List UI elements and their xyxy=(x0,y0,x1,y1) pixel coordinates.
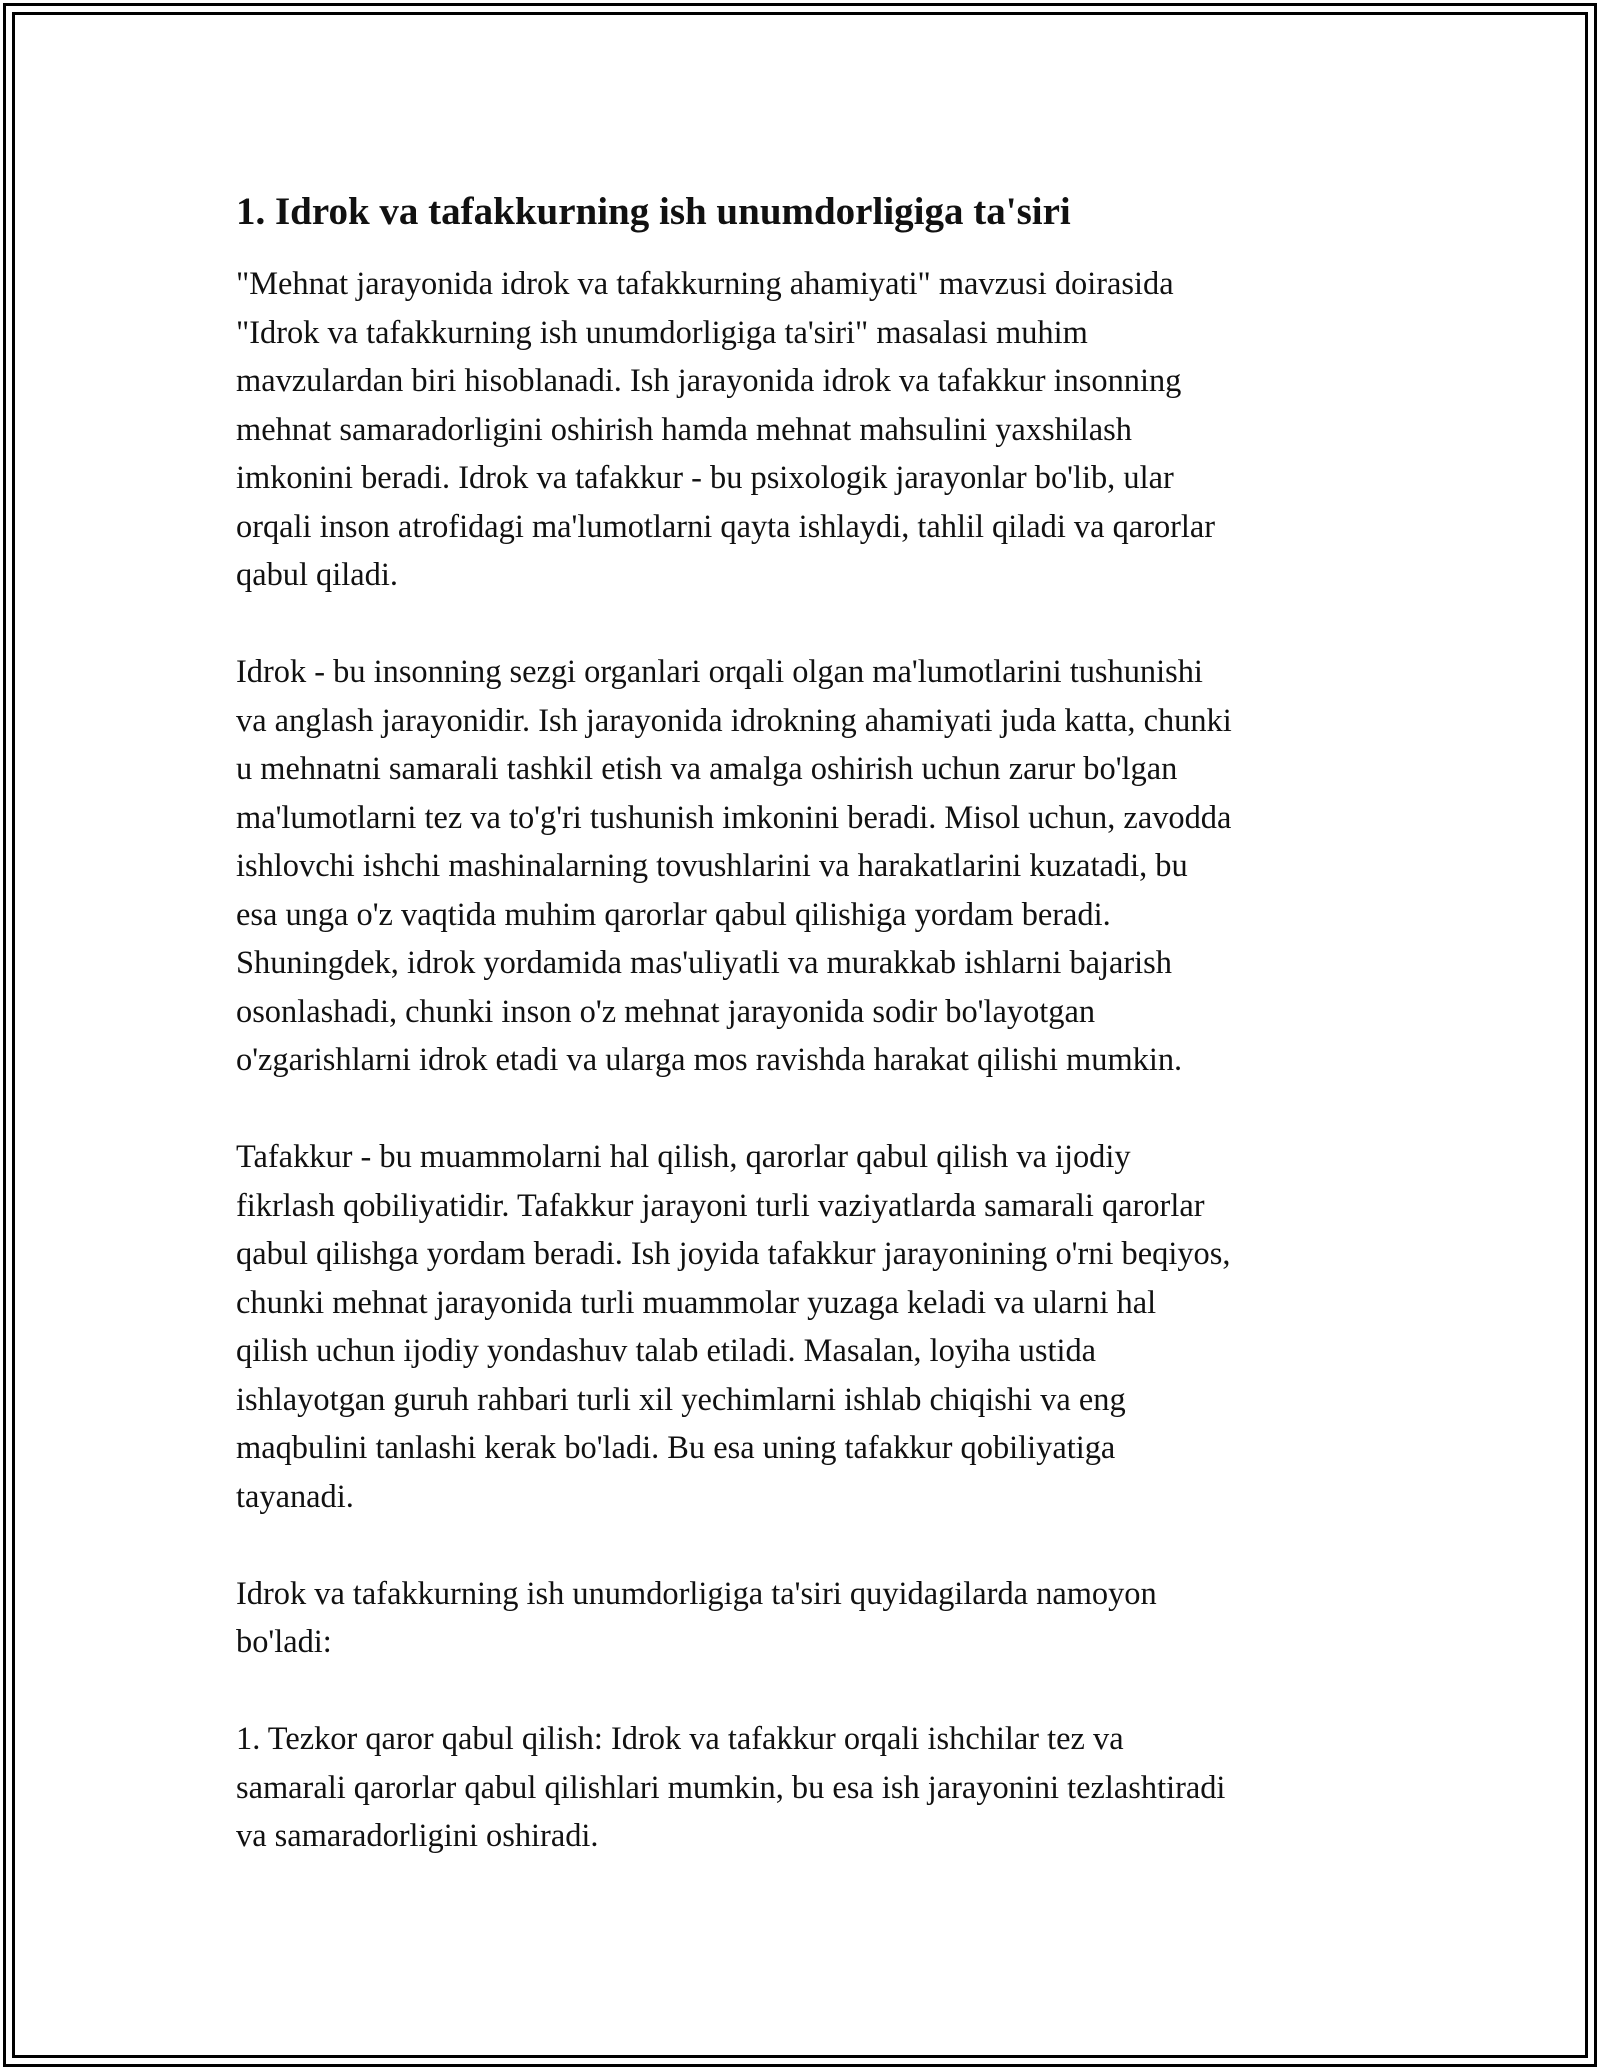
text-line: "Mehnat jarayonida idrok va tafakkurning ahamiyati" mavzusi doirasida xyxy=(236,266,1174,302)
text-line: bo'ladi: xyxy=(236,1624,332,1660)
document-body xyxy=(236,186,1376,1909)
text-line: u mehnatni samarali tashkil etish va amalga oshirish uchun zarur bo'lgan xyxy=(236,751,1178,787)
text-line: va samaradorligini oshiradi. xyxy=(236,1818,599,1854)
paragraph-tafakkur xyxy=(236,1133,1376,1521)
text-line: maqbulini tanlashi kerak bo'ladi. Bu esa uning tafakkur qobiliyatiga xyxy=(236,1430,1116,1466)
text-line: tayanadi. xyxy=(236,1478,354,1515)
text-line: Idrok va tafakkurning ish unumdorligiga ta'siri quyidagilarda namoyon xyxy=(236,1575,1157,1612)
text-line: "Idrok va tafakkurning ish unumdorligiga ta'siri" masalasi muhim xyxy=(236,314,1088,351)
document-title: 1. Idrok va tafakkurning ish unumdorligiga ta'siri xyxy=(236,190,1071,233)
text-line: Shuningdek, idrok yordamida mas'uliyatli va murakkab ishlarni bajarish xyxy=(236,945,1172,981)
text-line: o'zgarishlarni idrok etadi va ularga mos ravishda harakat qilishi mumkin. xyxy=(236,1042,1183,1078)
text-line: chunki mehnat jarayonida turli muammolar yuzaga keladi va ularni hal xyxy=(236,1284,1157,1321)
text-line: ma'lumotlarni tez va to'g'ri tushunish imkonini beradi. Misol uchun, zavodda xyxy=(236,799,1232,836)
text-line: qabul qiladi. xyxy=(236,557,398,593)
text-line: orqali inson atrofidagi ma'lumotlarni qayta ishlaydi, tahlil qiladi va qarorlar xyxy=(236,508,1216,545)
paragraph-impact-intro xyxy=(236,1570,1376,1667)
text-line: qilish uchun ijodiy yondashuv talab etiladi. Masalan, loyiha ustida xyxy=(236,1333,1097,1369)
text-line: Idrok - bu insonning sezgi organlari orqali olgan ma'lumotlarini tushunishi xyxy=(236,654,1203,690)
text-line: qabul qilishga yordam beradi. Ish joyida tafakkur jarayonining o'rni beqiyos, xyxy=(236,1236,1231,1272)
text-line: esa unga o'z vaqtida muhim qarorlar qabul qilishiga yordam beradi. xyxy=(236,896,1111,933)
text-line: samarali qarorlar qabul qilishlari mumkin, bu esa ish jarayonini tezlashtiradi xyxy=(236,1769,1226,1806)
text-line: mavzulardan biri hisoblanadi. Ish jarayonida idrok va tafakkur insonning xyxy=(236,363,1182,399)
text-line: va anglash jarayonidir. Ish jarayonida idrokning ahamiyati juda katta, chunki xyxy=(236,702,1232,739)
text-line: ishlayotgan guruh rahbari turli xil yechimlarni ishlab chiqishi va eng xyxy=(236,1381,1126,1418)
text-line: mehnat samaradorligini oshirish hamda mehnat mahsulini yaxshilash xyxy=(236,411,1132,448)
text-line: fikrlash qobiliyatidir. Tafakkur jarayoni turli vaziyatlarda samarali qarorlar xyxy=(236,1187,1205,1224)
text-line: 1. Tezkor qaror qabul qilish: Idrok va tafakkur orqali ishchilar tez va xyxy=(236,1721,1124,1757)
paragraph-idrok xyxy=(236,648,1376,1085)
text-line: osonlashadi, chunki inson o'z mehnat jarayonida sodir bo'layotgan xyxy=(236,993,1096,1030)
list-item-fast-decision xyxy=(236,1715,1376,1861)
text-line: imkonini beradi. Idrok va tafakkur - bu psixologik jarayonlar bo'lib, ular xyxy=(236,460,1174,496)
paragraph-intro xyxy=(236,260,1376,600)
text-line: ishlovchi ishchi mashinalarning tovushlarini va harakatlarini kuzatadi, bu xyxy=(236,848,1188,884)
text-line: Tafakkur - bu muammolarni hal qilish, qarorlar qabul qilish va ijodiy xyxy=(236,1139,1131,1175)
